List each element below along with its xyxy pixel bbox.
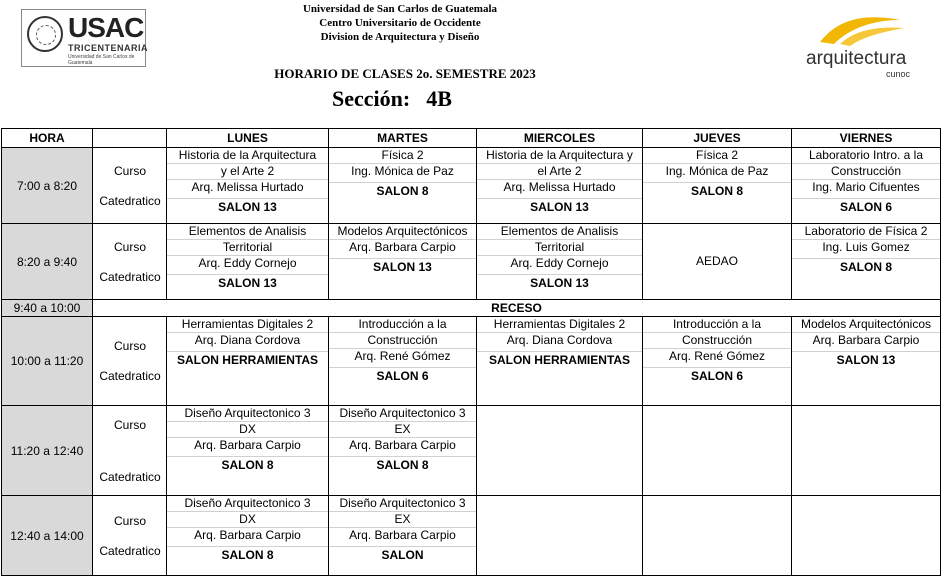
class-info-line: Territorial	[167, 239, 328, 255]
section-label: Sección:	[332, 86, 411, 111]
label-catedratico: Catedratico	[99, 193, 161, 208]
class-info-line: Arq. Eddy Cornejo	[167, 255, 328, 271]
class-cell-jueves	[643, 406, 792, 496]
class-info-line: Herramientas Digitales 2	[493, 317, 626, 331]
schedule-title: HORARIO DE CLASES 2o. SEMESTRE 2023	[274, 66, 536, 81]
class-info-line: Arq. Eddy Cornejo	[477, 255, 642, 271]
class-info-line: Territorial	[477, 239, 642, 255]
classroom-label: SALON HERRAMIENTAS	[477, 351, 642, 368]
classroom-label: SALON 8	[792, 258, 940, 275]
label-catedratico: Catedratico	[99, 543, 161, 558]
classroom-label: SALON 8	[167, 546, 328, 563]
class-info-line: el Arte 2	[477, 163, 642, 179]
class-info-line: Ing. Luis Gomez	[792, 239, 940, 255]
classroom-label: SALON 13	[167, 274, 328, 291]
class-cell-martes	[329, 496, 477, 576]
class-cell-jueves	[643, 317, 792, 406]
classroom-label: SALON 8	[167, 456, 328, 473]
university-name: Universidad de San Carlos de Guatemala	[302, 3, 498, 15]
classroom-label: SALON 8	[329, 456, 476, 473]
class-cell-martes	[329, 406, 477, 496]
arquitectura-logo-sub: cunoc	[886, 69, 911, 79]
class-info-line: Diseño Arquitectonico 3	[339, 406, 466, 420]
class-info-line: Elementos de Analisis	[500, 224, 619, 238]
label-curso: Curso	[113, 163, 146, 178]
label-catedratico: Catedratico	[99, 369, 161, 383]
classroom-label: SALON 8	[643, 182, 791, 199]
label-catedratico: Catedratico	[99, 469, 161, 484]
col-header-hora: HORA	[2, 129, 93, 148]
class-info-line: EX	[329, 421, 476, 437]
class-cell-lunes	[167, 317, 329, 406]
label-curso: Curso	[113, 339, 146, 353]
table-row	[2, 496, 941, 576]
class-info-line: Arq. Barbara Carpio	[167, 437, 328, 453]
row-labels	[93, 406, 167, 496]
break-time: 9:40 a 10:00	[2, 300, 93, 317]
class-info-line: Física 2	[695, 148, 738, 162]
class-cell-miercoles	[477, 406, 643, 496]
class-info-line: Historia de la Arquitectura	[178, 148, 317, 162]
usac-logo-sub2: Universidad de San Carlos de Guatemala	[68, 54, 135, 66]
class-info-line: Ing. Mónica de Paz	[329, 163, 476, 179]
class-info-line: Arq. Melissa Hurtado	[167, 179, 328, 195]
arquitectura-logo	[800, 12, 930, 82]
classroom-label: SALON HERRAMIENTAS	[167, 351, 328, 368]
class-cell-viernes	[792, 317, 941, 406]
header-row	[2, 129, 941, 148]
class-info-line: y el Arte 2	[167, 163, 328, 179]
class-cell-jueves	[643, 148, 792, 224]
row-labels	[93, 496, 167, 576]
class-info-line: Herramientas Digitales 2	[181, 317, 314, 331]
class-info-line: Modelos Arquitectónicos	[800, 317, 932, 331]
usac-logo-word: USAC	[68, 12, 144, 43]
class-cell-martes	[329, 224, 477, 300]
row-labels	[93, 148, 167, 224]
class-cell-viernes	[792, 224, 941, 300]
classroom-label: SALON 13	[477, 274, 642, 291]
time-slot: 12:40 a 14:00	[2, 496, 93, 576]
class-info-line: Física 2	[381, 148, 424, 162]
class-info-line: Historia de la Arquitectura y	[486, 148, 633, 162]
label-curso: Curso	[113, 513, 146, 528]
class-cell-lunes	[167, 496, 329, 576]
row-labels	[93, 224, 167, 300]
document-header	[0, 0, 941, 128]
class-cell-viernes	[792, 496, 941, 576]
class-cell-lunes	[167, 148, 329, 224]
center-name: Centro Universitario de Occidente	[319, 17, 481, 29]
class-cell-miercoles	[477, 496, 643, 576]
class-cell-viernes	[792, 406, 941, 496]
class-info-line: Construcción	[792, 163, 940, 179]
classroom-label: SALON 13	[167, 198, 328, 215]
class-info-line: Laboratorio Intro. a la	[808, 148, 924, 162]
arquitectura-logo-word: arquitectura	[806, 48, 907, 69]
label-catedratico: Catedratico	[99, 269, 161, 284]
time-slot: 8:20 a 9:40	[2, 224, 93, 300]
table-row	[2, 148, 941, 224]
classroom-label: SALON 13	[792, 351, 940, 368]
classroom-label: SALON 13	[477, 198, 642, 215]
usac-logo	[21, 9, 146, 67]
table-row	[2, 406, 941, 496]
schedule-table	[1, 128, 941, 576]
class-cell-martes	[329, 317, 477, 406]
classroom-label: SALON 6	[643, 367, 791, 384]
row-labels	[93, 317, 167, 406]
class-info-line: Arq. René Gómez	[329, 348, 476, 364]
break-row	[2, 300, 941, 317]
class-info-line: Diseño Arquitectonico 3	[184, 406, 311, 420]
class-info-line: Arq. Barbara Carpio	[329, 437, 476, 453]
class-info-line: Arq. Diana Cordova	[477, 332, 642, 348]
class-cell-jueves	[643, 496, 792, 576]
class-cell-lunes	[167, 406, 329, 496]
section-heading	[332, 86, 452, 112]
classroom-label: SALON 13	[329, 258, 476, 275]
table-row	[2, 224, 941, 300]
class-info-line: AEDAO	[695, 254, 738, 268]
col-header-martes: MARTES	[329, 129, 477, 148]
class-cell-lunes	[167, 224, 329, 300]
section-value: 4B	[426, 86, 452, 111]
classroom-label: SALON 8	[329, 182, 476, 199]
col-header-miercoles: MIERCOLES	[477, 129, 643, 148]
classroom-label: SALON	[329, 546, 476, 563]
class-info-line: Modelos Arquitectónicos	[337, 224, 468, 238]
class-info-line: Ing. Mario Cifuentes	[792, 179, 940, 195]
class-info-line: Arq. Barbara Carpio	[792, 332, 940, 348]
class-info-line: Arq. Melissa Hurtado	[477, 179, 642, 195]
class-info-line: EX	[329, 511, 476, 527]
arquitectura-swoosh-icon	[800, 12, 910, 48]
class-info-line: Ing. Mónica de Paz	[643, 163, 791, 179]
class-info-line: DX	[167, 421, 328, 437]
class-cell-jueves	[643, 224, 792, 300]
class-cell-miercoles	[477, 317, 643, 406]
class-cell-miercoles	[477, 224, 643, 300]
col-header-lunes: LUNES	[167, 129, 329, 148]
class-info-line: Arq. Diana Cordova	[167, 332, 328, 348]
break-label: RECESO	[93, 300, 941, 317]
class-info-line: Diseño Arquitectonico 3	[184, 496, 311, 510]
table-row	[2, 317, 941, 406]
time-slot: 7:00 a 8:20	[2, 148, 93, 224]
class-info-line: Arq. Barbara Carpio	[329, 527, 476, 543]
time-slot: 10:00 a 11:20	[2, 317, 93, 406]
class-cell-viernes	[792, 148, 941, 224]
class-cell-miercoles	[477, 148, 643, 224]
time-slot: 11:20 a 12:40	[2, 406, 93, 496]
class-info-line: Construcción	[329, 332, 476, 348]
class-info-line: Construcción	[643, 332, 791, 348]
class-info-line: Arq. Barbara Carpio	[329, 239, 476, 255]
class-info-line: Elementos de Analisis	[188, 224, 307, 238]
classroom-label: SALON 6	[792, 198, 940, 215]
class-info-line: Diseño Arquitectonico 3	[339, 496, 466, 510]
col-header-jueves: JUEVES	[643, 129, 792, 148]
university-seal-icon	[27, 16, 63, 52]
class-info-line: Arq. René Gómez	[643, 348, 791, 364]
class-info-line: Introducción a la	[358, 317, 447, 331]
class-info-line: DX	[167, 511, 328, 527]
col-header-blank	[93, 129, 167, 148]
class-info-line: Introducción a la	[672, 317, 762, 331]
classroom-label: SALON 6	[329, 367, 476, 384]
label-curso: Curso	[113, 239, 146, 254]
col-header-viernes: VIERNES	[792, 129, 941, 148]
usac-logo-sub: TRICENTENARIA	[68, 43, 148, 53]
class-info-line: Laboratorio de Física 2	[804, 224, 928, 238]
class-info-line: Arq. Barbara Carpio	[167, 527, 328, 543]
label-curso: Curso	[113, 417, 146, 432]
class-cell-martes	[329, 148, 477, 224]
division-name: Division de Arquitectura y Diseño	[320, 31, 480, 43]
